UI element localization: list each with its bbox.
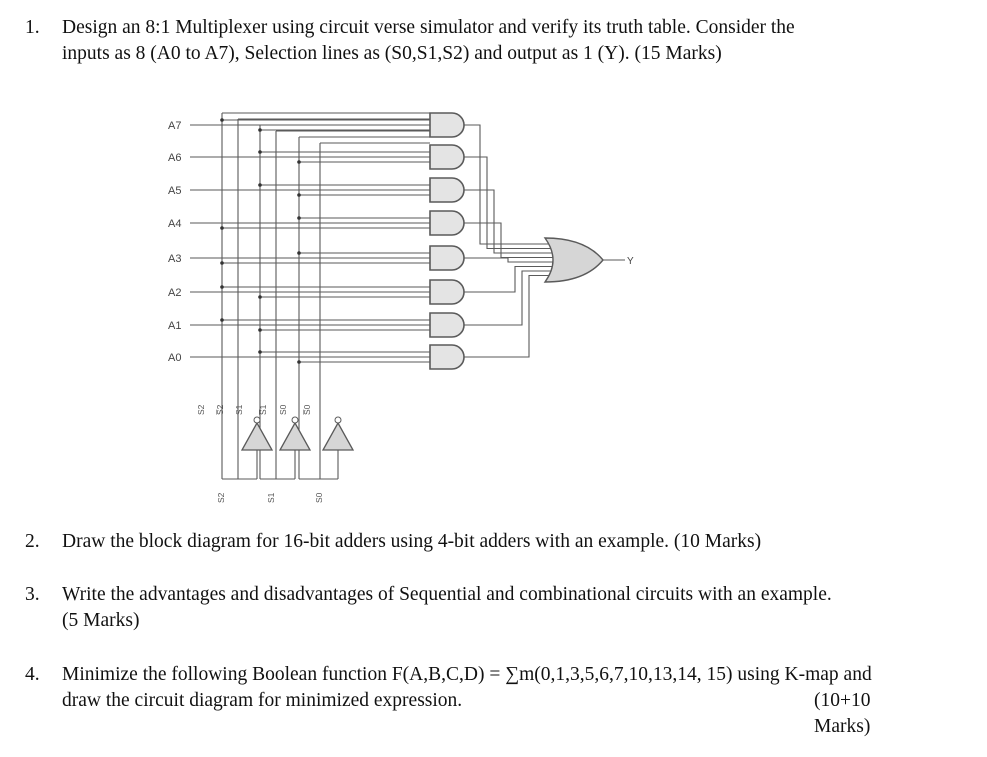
junction-dot (297, 216, 301, 220)
wire (464, 223, 553, 258)
inverter-bubble (254, 417, 260, 423)
junction-dot (297, 360, 301, 364)
junction-dot (297, 251, 301, 255)
question-line: Draw the block diagram for 16-bit adders using 4-bit adders with an example. (10 Marks) (62, 531, 762, 552)
input-label: A2 (168, 287, 182, 299)
logic-gates (242, 113, 603, 450)
input-label: A4 (168, 218, 182, 230)
input-label: A7 (168, 120, 182, 132)
wire (464, 258, 553, 262)
junction-dot (220, 285, 224, 289)
input-label: A6 (168, 152, 182, 164)
and-gate (430, 280, 464, 304)
and-gate (430, 246, 464, 270)
question-line: Minimize the following Boolean function F(A,B,C,D) = ∑m(0,1,3,5,6,7,10,13,14, 15) using K-map and (62, 664, 872, 685)
junction-dot (220, 118, 224, 122)
inverter-bubble (292, 417, 298, 423)
output-label: Y (627, 256, 634, 267)
question-number: 1. (25, 17, 40, 38)
junction-dot (297, 160, 301, 164)
wire (464, 271, 553, 325)
question-text (62, 582, 832, 634)
not-gate (280, 423, 310, 450)
circuit-wires (190, 113, 625, 479)
inverter-bubble (335, 417, 341, 423)
and-gate (430, 113, 464, 137)
not-gate (242, 423, 272, 450)
and-gate (430, 345, 464, 369)
junction-dot (258, 183, 262, 187)
question-text (62, 662, 872, 714)
junction-dot (297, 193, 301, 197)
wire (464, 157, 553, 249)
question-number: 2. (25, 531, 40, 552)
select-label: S̅1 (258, 404, 268, 415)
and-gate (430, 313, 464, 337)
select-label: S1 (234, 404, 244, 415)
question-number: 4. (25, 664, 40, 685)
and-gate (430, 145, 464, 169)
wire (464, 125, 553, 244)
mux-8to1-circuit-diagram (150, 105, 670, 515)
select-label: S2 (216, 492, 226, 503)
junction-dot (258, 350, 262, 354)
question-line: inputs as 8 (A0 to A7), Selection lines as (S0,S1,S2) and output as 1 (Y). (15 Marks) (62, 43, 722, 64)
question-text (62, 15, 795, 67)
junction-dot (220, 261, 224, 265)
not-gate (323, 423, 353, 450)
question-line: draw the circuit diagram for minimized expression. (62, 690, 463, 711)
input-label: A5 (168, 185, 182, 197)
select-label: S0 (314, 492, 324, 503)
junction-dot (220, 318, 224, 322)
question-line: Design an 8:1 Multiplexer using circuit verse simulator and verify its truth table. Consider the (62, 17, 795, 38)
question-text (62, 529, 761, 555)
input-label: A3 (168, 253, 182, 265)
and-gate (430, 211, 464, 235)
input-label: A1 (168, 320, 182, 332)
wire (464, 276, 553, 358)
and-gate (430, 178, 464, 202)
question-number: 3. (25, 584, 40, 605)
select-label: S1 (266, 492, 276, 503)
select-label: S̅0 (302, 404, 312, 415)
question-line: (5 Marks) (62, 610, 140, 631)
input-label: A0 (168, 352, 182, 364)
wire (464, 267, 553, 293)
marks-label: (10+10 Marks) (814, 690, 871, 737)
junction-dot (258, 295, 262, 299)
junction-dot (258, 128, 262, 132)
select-label: S̅2 (215, 404, 225, 415)
question-line: Write the advantages and disadvantages of Sequential and combinational circuits with an example. (62, 584, 832, 605)
junction-dot (258, 328, 262, 332)
select-label: S0 (278, 404, 288, 415)
junction-dot (220, 226, 224, 230)
junction-dot (258, 150, 262, 154)
select-label: S2 (196, 404, 206, 415)
or-gate (545, 238, 603, 282)
